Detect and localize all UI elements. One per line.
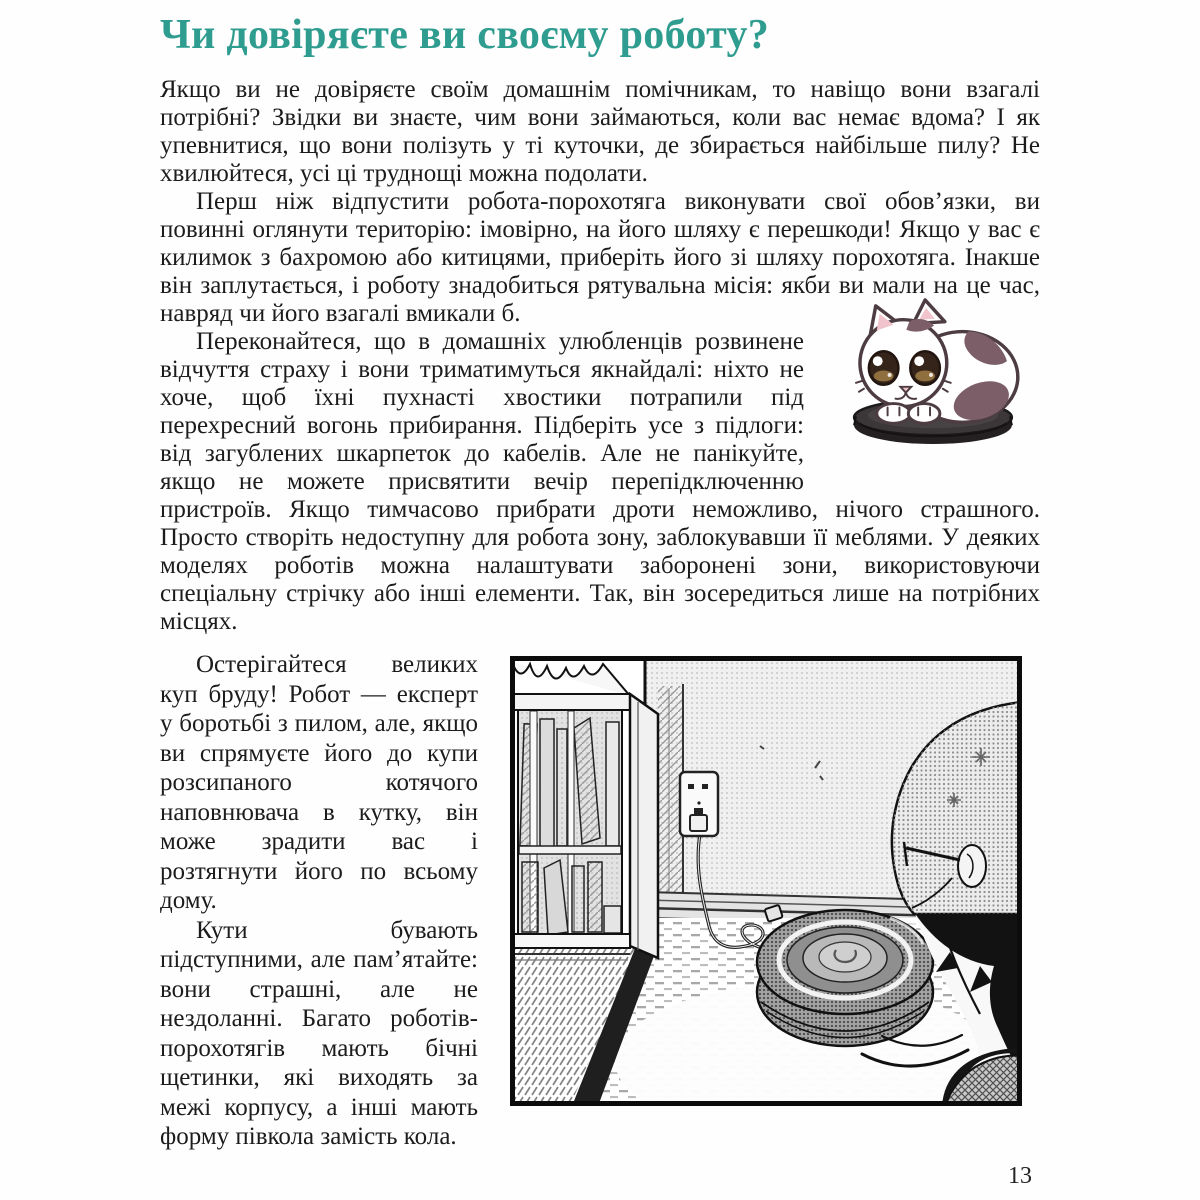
page-content [160, 12, 1040, 1152]
plug [690, 815, 707, 831]
shelf-side-panel [630, 694, 658, 958]
cat-on-vacuum-svg [822, 298, 1040, 446]
power-outlet [680, 772, 718, 836]
manga-panel-illustration [510, 656, 1022, 1106]
page-title [160, 12, 1040, 58]
person-ear [958, 845, 986, 887]
manga-panel-svg [510, 656, 1022, 1106]
paragraph-1: Якщо ви не довіряєте своїм домашнім помічникам, то навіщо вони взагалі потрібні? Звідки ви знаєте, чим вони займаються, коли вас немає вдома? І як упевнитися, що вони полізуть у ті куточки, де збирається найбільше пилу? Не хвилюйтеся, усі ці труднощі можна подолати. [160, 76, 1040, 188]
bookshelf [510, 656, 658, 960]
robot-vacuum [757, 905, 933, 1046]
paragraph-3 [160, 328, 1040, 636]
page-number: 13 [1008, 1163, 1032, 1189]
paragraph-5: Кути бувають підступними, але пам’ятайте: вони страшні, але не нездоланні. Багато роботів-порохотягів мають бічні щетинки, які виходять за межі корпусу, а інші мають форму півкола замість кола. [160, 916, 478, 1151]
two-column-section [160, 650, 1040, 1152]
books [519, 711, 621, 935]
paragraph-2: Перш ніж відпустити робота-порохотяга виконувати свої обов’язки, ви повинні оглянути територію: імовірно, на його шляху є перешкоди! Якщо у вас є килимок з бахромою або китицями, приберіть його зі шляху порохотяга. Інакше він заплутається, і роботу знадобиться рятувальна місія: якби ви мали на це час, навряд чи його взагалі вмикали б. [160, 188, 1040, 328]
cat-on-vacuum-illustration [822, 298, 1040, 446]
left-text-column [160, 650, 478, 1152]
paragraph-4: Остерігайтеся великих куп бруду! Робот — експерт у боротьбі з пилом, але, якщо ви спрямуєте його до купи розсипаного котячого наповнювача в кутку, він може зрадити вас і розтягнути його по всьому дому. [160, 651, 478, 915]
page-title-text: Чи довіряєте ви своєму роботу? [160, 12, 770, 58]
paragraph-3-text: Переконайтеся, що в домашніх улюбленців розвинене відчуття страху і вони триматимуться якнайдалі: ніхто не хоче, щоб їхні пухнасті хвостики потрапили під перехресний вогонь прибирання. Підберіть усе з підлоги: від загублених шкарпеток до кабелів. Але не панікуйте, якщо не можете присвятити вечір перепідключенню пристроїв. Якщо тимчасово прибрати дроти неможливо, нічого страшного. Просто створіть недоступну для робота зону, заблокувавши її меблями. У деяких моделях роботів можна налаштувати заборонені зони, використовуючи спеціальну стрічку або інші елементи. Так, він зосередиться лише на потрібних місцях. [160, 328, 1040, 636]
